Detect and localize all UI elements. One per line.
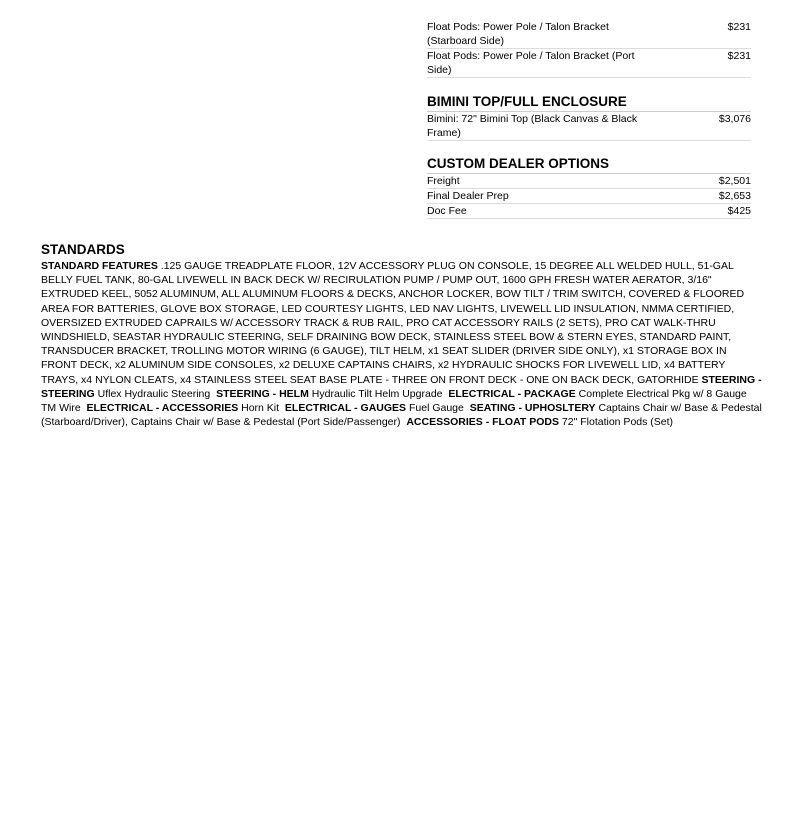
item-price: $425: [727, 205, 751, 217]
item-description: Final Dealer Prep: [427, 190, 509, 202]
item-price: $231: [727, 50, 751, 62]
standard-value: .125 GAUGE TREADPLATE FLOOR, 12V ACCESSORY PLUG ON CONSOLE, 15 DEGREE ALL WELDED HULL, 51-GAL BELLY FUEL TANK, 80-GAL LIVEWELL IN BACK DECK W/ RECIRULATION PUMP / PUMP OUT, 1600 GPH FRESH WATER AERATOR, 3/16" EXTRUDED KEEL, 5052 ALUMINUM, ALL ALUMINUM FLOORS & DECKS, ANCHOR LOCKER, BOW TILT / TRIM SWITCH, COVERED & FLOORED AREA FOR BATTERIES, GLOVE BOX STORAGE, LED COURTESY LIGHTS, LED NAV LIGHTS, LIVEWELL LID INSULATION, NMMA CERTIFIED, OVERSIZED EXTRUDED CAPRAILS W/ ACCESSORY TRACK & RUB RAIL, PRO CAT ACCESSORY RAILS (2 SETS), PRO CAT WALK-THRU WINDSHIELD, SEASTAR HYDRAULIC STEERING, SELF DRAINING BOW DECK, STAINLESS STEEL BOW & STERN EYES, STANDARD PAINT, TRANSDUCER BRACKET, TROLLING MOTOR WIRING (6 GAUGE), TILT HELM, x1 SEAT SLIDER (DRIVER SIDE ONLY), x1 STORAGE BOX IN FRONT DECK, x2 ALUMINUM SIDE CONSOLES, x2 DELUXE CAPTAINS CHAIRS, x2 HYDRAULIC SHOCKS FOR LIVEWELL LID, x4 BATTERY TRAYS, x4 NYLON CLEATS, x4 STAINLESS STEEL SEAT BASE PLATE - THREE ON FRONT DECK - ONE ON BACK DECK, GATORHIDE: [41, 260, 745, 386]
standard-label: STANDARD FEATURES: [41, 260, 158, 272]
line-item: [427, 174, 751, 189]
standards-section: [41, 242, 763, 429]
line-item: [427, 20, 751, 49]
item-description: Float Pods: Power Pole / Talon Bracket (Port Side): [427, 50, 635, 76]
standard-label: ELECTRICAL - GAUGES: [284, 402, 407, 415]
standard-value: Fuel Gauge: [408, 402, 464, 415]
line-item: [427, 49, 751, 78]
item-price: $231: [727, 21, 751, 33]
section-title: BIMINI TOP/FULL ENCLOSURE: [427, 94, 751, 112]
line-item: [427, 189, 751, 204]
section-title: CUSTOM DEALER OPTIONS: [427, 156, 751, 174]
standards-text: [41, 259, 763, 429]
line-item: [427, 204, 751, 219]
standard-label: ELECTRICAL - ACCESSORIES: [86, 402, 239, 415]
standard-value: Horn Kit: [241, 402, 280, 415]
item-price: $3,076: [718, 113, 751, 125]
standard-value: Captains Chair w/ Base & Pedestal (Starboard/Driver), Captains Chair w/ Base & Pedestal (Port Side/Passenger): [41, 402, 762, 429]
bimini-section: [427, 94, 751, 141]
item-description: Bimini: 72" Bimini Top (Black Canvas & Black Frame): [427, 113, 638, 139]
standard-label: ACCESSORIES - FLOAT PODS: [406, 416, 559, 429]
item-description: Doc Fee: [427, 205, 467, 217]
standard-label: ELECTRICAL - PACKAGE: [448, 387, 576, 400]
standard-label: STEERING - STEERING: [41, 373, 762, 400]
item-description: Float Pods: Power Pole / Talon Bracket (Starboard Side): [427, 21, 609, 47]
standard-value: 72" Flotation Pods (Set): [561, 416, 674, 429]
standard-label: STEERING - HELM: [216, 387, 309, 400]
standard-label: SEATING - UPHOSLTERY: [469, 402, 596, 415]
dealer-options-section: [427, 156, 751, 219]
standard-value: Hydraulic Tilt Helm Upgrade: [311, 387, 443, 400]
line-item: [427, 112, 751, 141]
standard-value: Complete Electrical Pkg w/ 8 Gauge TM Wire: [41, 387, 747, 415]
standard-value: Uflex Hydraulic Steering: [97, 387, 211, 400]
options-price-list: [427, 20, 751, 219]
item-price: $2,501: [718, 175, 751, 187]
item-price: $2,653: [718, 190, 751, 202]
item-description: Freight: [427, 175, 460, 187]
standards-title: STANDARDS: [41, 242, 125, 257]
